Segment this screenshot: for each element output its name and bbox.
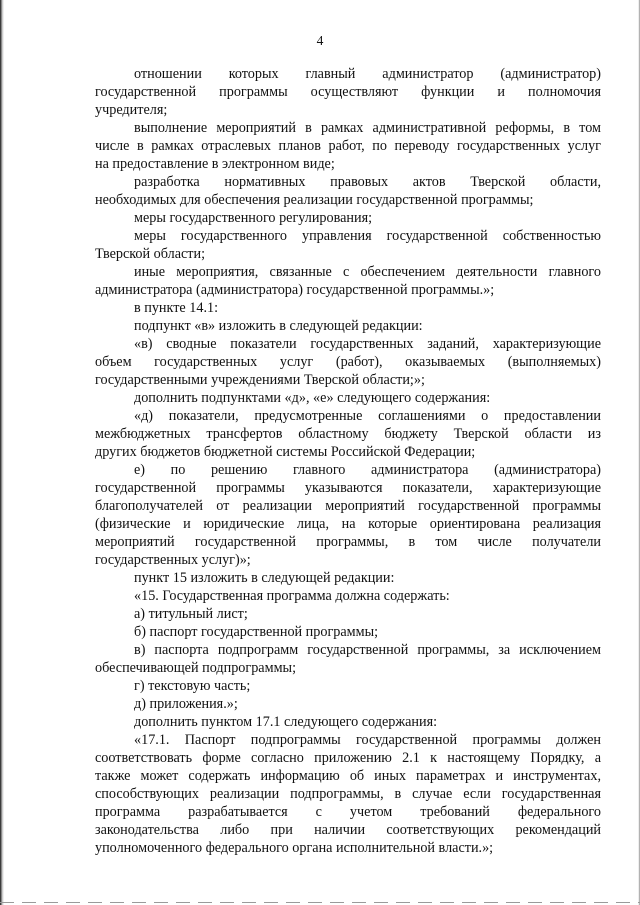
paragraph-line: государственной программы указываются показатели, характеризующие [95, 480, 601, 496]
paragraph-line: межбюджетных трансфертов областному бюджету Тверской области из [95, 426, 601, 442]
paragraph-line: дополнить пунктом 17.1 следующего содержания: [134, 714, 438, 730]
paragraph-line: «15. Государственная программа должна содержать: [134, 588, 450, 604]
paragraph-line: (физические и юридические лица, на которые ориентирована реализация [95, 516, 601, 532]
paragraph-line: способствующих реализации подпрограммы, в случае если государственная [95, 786, 601, 802]
paragraph-line: разработка нормативных правовых актов Тверской области, [134, 174, 601, 190]
paragraph-line: соответствовать форме согласно приложению 2.1 к настоящему Порядку, а [95, 750, 601, 766]
paragraph-line: «17.1. Паспорт подпрограммы государственной программы должен [134, 732, 601, 748]
paragraph-line: благополучателей от реализации мероприятий государственной программы [95, 498, 601, 514]
paragraph-line: государственной программы осуществляют функции и полномочия [95, 84, 601, 100]
page-number: 4 [316, 33, 324, 48]
paragraph-line: уполномоченного федерального органа исполнительной власти.»; [95, 840, 494, 856]
paragraph-line: меры государственного управления государственной собственностью [134, 228, 601, 244]
paragraph-line: пункт 15 изложить в следующей редакции: [134, 570, 395, 586]
paragraph-line: администратора (администратора) государственной программы.»; [95, 282, 495, 298]
paragraph-line: выполнение мероприятий в рамках административной реформы, в том [134, 120, 601, 136]
paragraph-line: отношении которых главный администратор (администратор) [134, 66, 601, 82]
paragraph-line: е) по решению главного администратора (администратора) [134, 462, 601, 478]
paragraph-line: дополнить подпунктами «д», «е» следующего содержания: [134, 390, 491, 406]
paragraph-line: объем государственных услуг (работ), оказываемых (выполняемых) [95, 354, 601, 370]
scan-edge-bottom [0, 902, 640, 903]
paragraph-line: в) паспорта подпрограмм государственной программы, за исключением [134, 642, 601, 658]
paragraph-line: иные мероприятия, связанные с обеспечением деятельности главного [134, 264, 601, 280]
scan-edge-left [0, 0, 4, 905]
paragraph-line: числе в рамках отраслевых планов работ, по переводу государственных услуг [95, 138, 601, 154]
paragraph-line: государственными учреждениями Тверской области;»; [95, 372, 425, 388]
paragraph-line: также может содержать информацию об иных параметрах и инструментах, [95, 768, 601, 784]
paragraph-line: в пункте 14.1: [134, 300, 219, 316]
paragraph-line: «в) сводные показатели государственных заданий, характеризующие [134, 336, 601, 352]
paragraph-line: законодательства либо при наличии соответствующих рекомендаций [95, 822, 601, 838]
paragraph-line: на предоставление в электронном виде; [95, 156, 335, 172]
paragraph-line: мероприятий государственной программы, в том числе получатели [95, 534, 601, 550]
paragraph-line: учредителя; [95, 102, 168, 118]
paragraph-line: других бюджетов бюджетной системы Российской Федерации; [95, 444, 476, 460]
paragraph-line: государственных услуг)»; [95, 552, 251, 568]
paragraph-line: а) титульный лист; [134, 606, 248, 622]
paragraph-line: программа разрабатывается с учетом требований федерального [95, 804, 601, 820]
paragraph-line: «д) показатели, предусмотренные соглашениями о предоставлении [134, 408, 601, 424]
paragraph-line: обеспечивающей подпрограммы; [95, 660, 297, 676]
paragraph-line: д) приложения.»; [134, 696, 238, 712]
paragraph-line: меры государственного регулирования; [134, 210, 373, 226]
paragraph-line: Тверской области; [95, 246, 206, 262]
paragraph-line: г) текстовую часть; [134, 678, 251, 694]
paragraph-line: б) паспорт государственной программы; [134, 624, 379, 640]
document-body [95, 65, 601, 857]
paragraph-line: подпункт «в» изложить в следующей редакции: [134, 318, 423, 334]
paragraph-line: необходимых для обеспечения реализации государственной программы; [95, 192, 534, 208]
